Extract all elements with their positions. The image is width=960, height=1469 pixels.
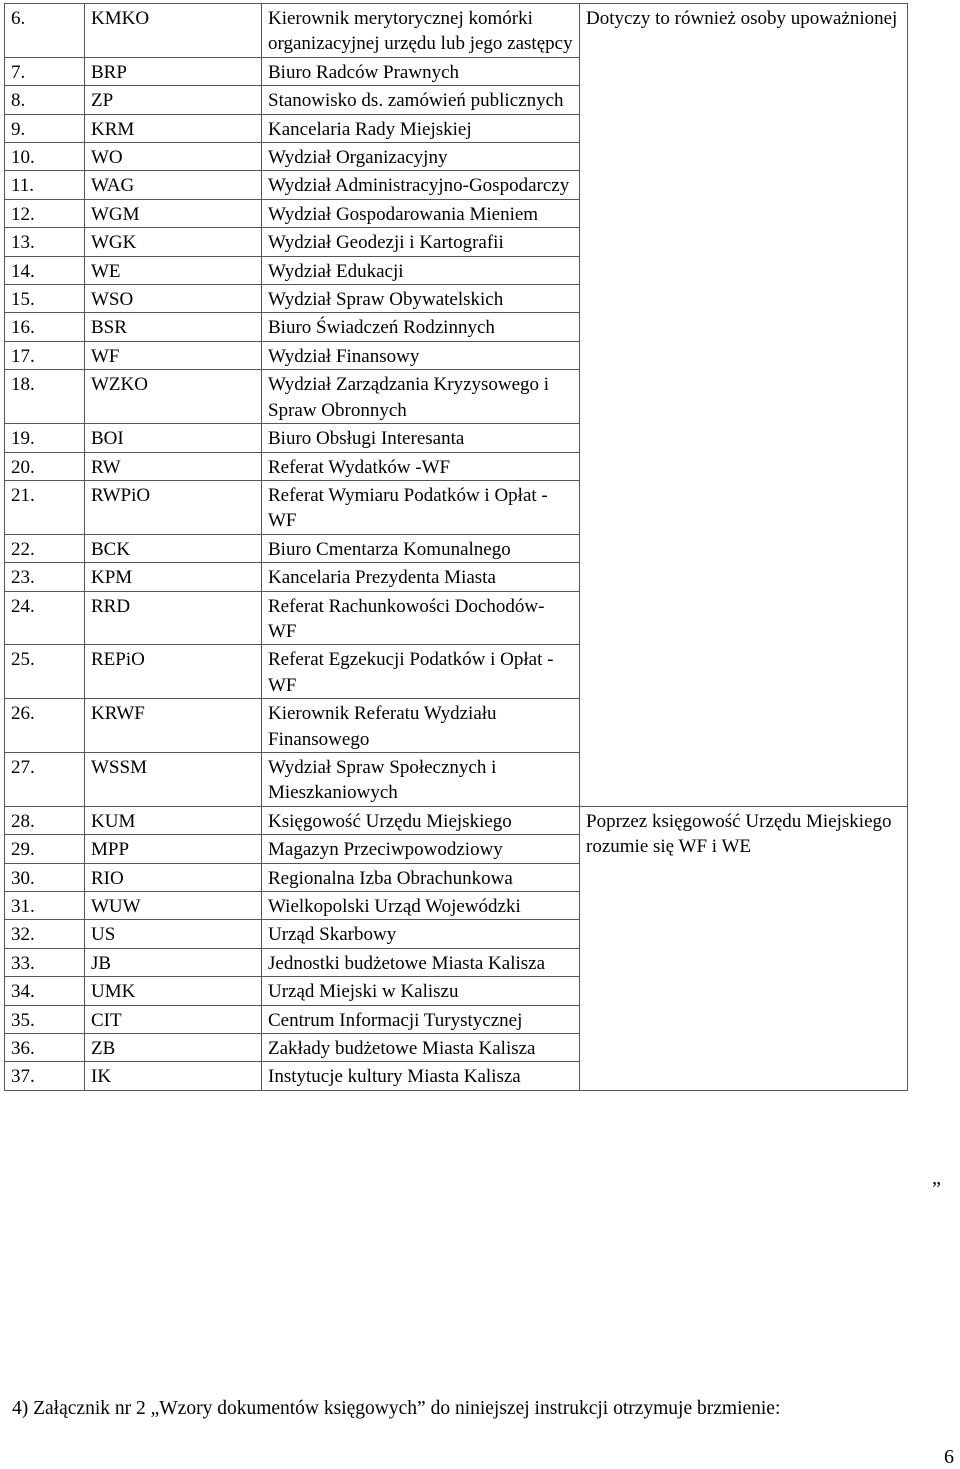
closing-quote: ” [932,1178,941,1200]
row-abbreviation: BRP [85,57,262,85]
row-unit-name: Regionalna Izba Obrachunkowa [262,863,580,891]
row-abbreviation: ZB [85,1034,262,1062]
row-unit-name: Referat Rachunkowości Dochodów- WF [262,591,580,645]
row-number: 18. [5,370,85,424]
row-number: 14. [5,256,85,284]
row-abbreviation: BCK [85,534,262,562]
row-abbreviation: KMKO [85,4,262,58]
row-unit-name: Referat Egzekucji Podatków i Opłat -WF [262,645,580,699]
row-number: 36. [5,1034,85,1062]
row-number: 19. [5,424,85,452]
row-abbreviation: RWPiO [85,480,262,534]
row-abbreviation: WO [85,143,262,171]
row-unit-name: Centrum Informacji Turystycznej [262,1005,580,1033]
row-unit-name: Urząd Miejski w Kaliszu [262,977,580,1005]
row-unit-name: Wydział Geodezji i Kartografii [262,228,580,256]
row-unit-name: Wydział Zarządzania Kryzysowego i Spraw Obronnych [262,370,580,424]
row-unit-name: Referat Wymiaru Podatków i Opłat -WF [262,480,580,534]
row-unit-name: Wydział Gospodarowania Mieniem [262,199,580,227]
row-abbreviation: KPM [85,563,262,591]
row-unit-name: Referat Wydatków -WF [262,452,580,480]
row-abbreviation: WGM [85,199,262,227]
row-number: 16. [5,313,85,341]
row-unit-name: Wydział Spraw Obywatelskich [262,285,580,313]
row-number: 20. [5,452,85,480]
row-number: 29. [5,835,85,863]
row-number: 34. [5,977,85,1005]
row-number: 31. [5,892,85,920]
row-number: 37. [5,1062,85,1090]
row-note: Poprzez księgowość Urzędu Miejskiego rozumie się WF i WE [580,806,908,1090]
abbreviations-table-body [5,4,908,1091]
row-number: 35. [5,1005,85,1033]
row-number: 30. [5,863,85,891]
row-unit-name: Biuro Świadczeń Rodzinnych [262,313,580,341]
row-unit-name: Wydział Administracyjno-Gospodarczy [262,171,580,199]
row-abbreviation: WSO [85,285,262,313]
row-unit-name: Kancelaria Prezydenta Miasta [262,563,580,591]
amendment-paragraph: 4) Załącznik nr 2 „Wzory dokumentów księgowych” do niniejszej instrukcji otrzymuje brzmienie: [12,1398,781,1419]
row-abbreviation: CIT [85,1005,262,1033]
row-note: Dotyczy to również osoby upoważnionej [580,4,908,807]
table-row [5,4,908,58]
row-unit-name: Wydział Spraw Społecznych i Mieszkaniowych [262,752,580,806]
row-abbreviation: US [85,920,262,948]
row-abbreviation: WF [85,341,262,369]
row-abbreviation: BOI [85,424,262,452]
row-unit-name: Księgowość Urzędu Miejskiego [262,806,580,834]
row-number: 13. [5,228,85,256]
row-abbreviation: IK [85,1062,262,1090]
abbreviations-table [4,3,908,1091]
row-abbreviation: BSR [85,313,262,341]
row-unit-name: Kancelaria Rady Miejskiej [262,114,580,142]
row-unit-name: Wydział Edukacji [262,256,580,284]
row-unit-name: Magazyn Przeciwpowodziowy [262,835,580,863]
row-number: 8. [5,86,85,114]
table-row [5,806,908,834]
row-unit-name: Urząd Skarbowy [262,920,580,948]
row-number: 28. [5,806,85,834]
row-number: 10. [5,143,85,171]
row-abbreviation: WAG [85,171,262,199]
row-number: 25. [5,645,85,699]
row-number: 12. [5,199,85,227]
row-number: 15. [5,285,85,313]
row-abbreviation: RIO [85,863,262,891]
row-abbreviation: JB [85,948,262,976]
row-unit-name: Zakłady budżetowe Miasta Kalisza [262,1034,580,1062]
row-number: 17. [5,341,85,369]
row-unit-name: Kierownik merytorycznej komórki organizacyjnej urzędu lub jego zastępcy [262,4,580,58]
page-number: 6 [944,1446,954,1468]
row-unit-name: Kierownik Referatu Wydziału Finansowego [262,699,580,753]
row-unit-name: Instytucje kultury Miasta Kalisza [262,1062,580,1090]
row-number: 33. [5,948,85,976]
row-abbreviation: WZKO [85,370,262,424]
row-abbreviation: WUW [85,892,262,920]
row-unit-name: Biuro Cmentarza Komunalnego [262,534,580,562]
row-unit-name: Biuro Radców Prawnych [262,57,580,85]
row-abbreviation: KRM [85,114,262,142]
row-unit-name: Wydział Organizacyjny [262,143,580,171]
row-abbreviation: RRD [85,591,262,645]
row-abbreviation: KUM [85,806,262,834]
row-abbreviation: KRWF [85,699,262,753]
row-number: 22. [5,534,85,562]
row-number: 7. [5,57,85,85]
row-abbreviation: MPP [85,835,262,863]
row-number: 32. [5,920,85,948]
row-abbreviation: UMK [85,977,262,1005]
row-unit-name: Jednostki budżetowe Miasta Kalisza [262,948,580,976]
row-unit-name: Wydział Finansowy [262,341,580,369]
row-unit-name: Stanowisko ds. zamówień publicznych [262,86,580,114]
row-number: 11. [5,171,85,199]
row-abbreviation: ZP [85,86,262,114]
row-abbreviation: WE [85,256,262,284]
row-number: 6. [5,4,85,58]
row-number: 24. [5,591,85,645]
row-abbreviation: WGK [85,228,262,256]
row-unit-name: Wielkopolski Urząd Wojewódzki [262,892,580,920]
row-abbreviation: WSSM [85,752,262,806]
row-number: 27. [5,752,85,806]
row-unit-name: Biuro Obsługi Interesanta [262,424,580,452]
row-number: 26. [5,699,85,753]
row-abbreviation: RW [85,452,262,480]
row-number: 23. [5,563,85,591]
row-number: 9. [5,114,85,142]
row-number: 21. [5,480,85,534]
row-abbreviation: REPiO [85,645,262,699]
